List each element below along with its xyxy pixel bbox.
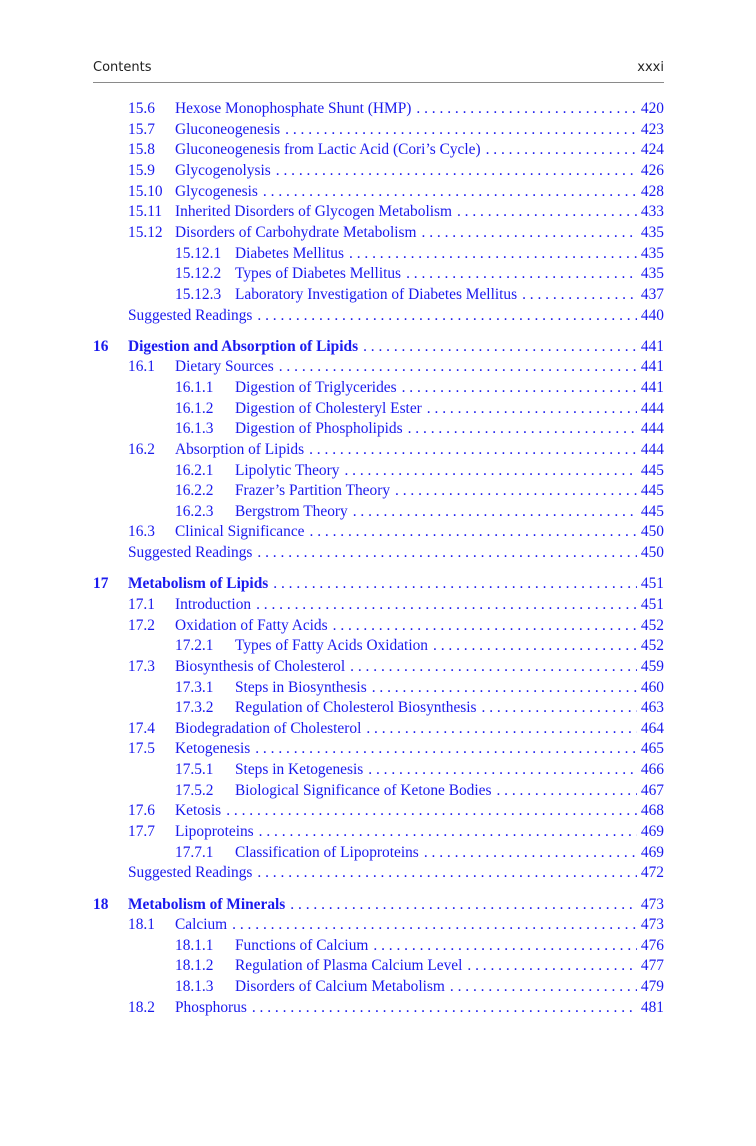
toc-section-entry[interactable]: [128, 916, 664, 936]
toc-entry-title: Diabetes Mellitus: [235, 245, 344, 262]
toc-entry-title: Functions of Calcium: [235, 937, 369, 954]
toc-entry-title: Glycogenolysis: [175, 162, 271, 179]
toc-entry-number: 18.2: [128, 999, 155, 1016]
toc-subsection-entry[interactable]: [175, 379, 664, 399]
toc-entry-number: 16.1: [128, 358, 155, 375]
toc-dot-leader: [263, 183, 637, 201]
toc-entry-page-number: 452: [640, 617, 664, 634]
toc-entry-page-number: 437: [640, 286, 664, 303]
toc-dot-leader: [285, 121, 637, 139]
toc-dot-leader: [368, 761, 637, 779]
toc-entry-page-number: 472: [640, 864, 664, 881]
running-head-section: Contents: [93, 60, 152, 75]
toc-section-entry[interactable]: [128, 544, 664, 564]
toc-dot-leader: [257, 307, 637, 325]
running-head-page-number: xxxi: [637, 60, 664, 75]
toc-chapter-entry[interactable]: [93, 575, 664, 595]
toc-subsection-entry[interactable]: [175, 637, 664, 657]
toc-dot-leader: [422, 224, 637, 242]
toc-section-entry[interactable]: [128, 441, 664, 461]
toc-section-entry[interactable]: [128, 224, 664, 244]
toc-dot-leader: [486, 141, 637, 159]
toc-dot-leader: [373, 937, 637, 955]
toc-subsection-entry[interactable]: [175, 782, 664, 802]
toc-entry-page-number: 468: [640, 802, 664, 819]
toc-entry-number: 17.7.1: [175, 844, 214, 861]
toc-subsection-entry[interactable]: [175, 978, 664, 998]
toc-entry-number: 16.1.2: [175, 400, 214, 417]
toc-dot-leader: [349, 245, 637, 263]
toc-dot-leader: [257, 544, 637, 562]
toc-entry-number: 16.2.2: [175, 482, 214, 499]
toc-section-entry[interactable]: [128, 617, 664, 637]
toc-dot-leader: [309, 441, 637, 459]
toc-entry-title: Steps in Biosynthesis: [235, 679, 367, 696]
toc-entry-page-number: 450: [640, 544, 664, 561]
toc-entry-number: 17.5.2: [175, 782, 214, 799]
toc-entry-page-number: 440: [640, 307, 664, 324]
toc-entry-number: 16.1.3: [175, 420, 214, 437]
toc-entry-page-number: 451: [640, 575, 664, 592]
toc-entry-page-number: 459: [640, 658, 664, 675]
toc-entry-title: Digestion and Absorption of Lipids: [128, 338, 359, 355]
toc-dot-leader: [457, 203, 637, 221]
toc-entry-page-number: 420: [640, 100, 664, 117]
toc-entry-title: Gluconeogenesis from Lactic Acid (Cori’s Cycle): [175, 141, 481, 158]
toc-entry-page-number: 423: [640, 121, 664, 138]
toc-dot-leader: [232, 916, 637, 934]
toc-entry-title: Calcium: [175, 916, 228, 933]
toc-entry-page-number: 467: [640, 782, 664, 799]
toc-entry-page-number: 464: [640, 720, 664, 737]
toc-entry-title: Oxidation of Fatty Acids: [175, 617, 328, 634]
toc-dot-leader: [363, 338, 637, 356]
toc-entry-page-number: 460: [640, 679, 664, 696]
toc-entry-number: 16.1.1: [175, 379, 214, 396]
toc-entry-page-number: 445: [640, 503, 664, 520]
toc-dot-leader: [496, 782, 636, 800]
toc-section-entry[interactable]: [128, 596, 664, 616]
toc-entry-number: 16.2: [128, 441, 155, 458]
toc-subsection-entry[interactable]: [175, 400, 664, 420]
toc-entry-number: 17.1: [128, 596, 155, 613]
toc-section-entry[interactable]: [128, 523, 664, 543]
toc-dot-leader: [433, 637, 637, 655]
toc-subsection-entry[interactable]: [175, 699, 664, 719]
toc-subsection-entry[interactable]: [175, 937, 664, 957]
toc-entry-page-number: 444: [640, 420, 664, 437]
toc-entry-page-number: 428: [640, 183, 664, 200]
toc-section-entry[interactable]: [128, 999, 664, 1019]
toc-entry-number: 18.1.2: [175, 957, 214, 974]
toc-section-entry[interactable]: [128, 141, 664, 161]
toc-entry-number: 15.7: [128, 121, 155, 138]
toc-entry-title: Phosphorus: [175, 999, 247, 1016]
toc-entry-page-number: 473: [640, 896, 664, 913]
toc-entry-title: Laboratory Investigation of Diabetes Mellitus: [235, 286, 518, 303]
toc-entry-title: Ketosis: [175, 802, 222, 819]
toc-section-entry[interactable]: [128, 720, 664, 740]
toc-entry-number: 17.3.1: [175, 679, 214, 696]
toc-entry-number: 15.12.3: [175, 286, 222, 303]
toc-entry-number: 17.3: [128, 658, 155, 675]
toc-entry-page-number: 451: [640, 596, 664, 613]
toc-entry-number: 17.6: [128, 802, 155, 819]
toc-entry-title: Frazer’s Partition Theory: [235, 482, 391, 499]
toc-subsection-entry[interactable]: [175, 503, 664, 523]
toc-dot-leader: [226, 802, 637, 820]
toc-entry-number: 17.2: [128, 617, 155, 634]
toc-dot-leader: [424, 844, 637, 862]
toc-entry-page-number: 441: [640, 338, 664, 355]
toc-entry-number: 15.11: [128, 203, 163, 220]
toc-entry-title: Metabolism of Lipids: [128, 575, 269, 592]
toc-dot-leader: [273, 575, 637, 593]
toc-dot-leader: [290, 896, 637, 914]
toc-dot-leader: [366, 720, 637, 738]
toc-entry-page-number: 469: [640, 823, 664, 840]
toc-section-entry[interactable]: [128, 823, 664, 843]
toc-dot-leader: [372, 679, 637, 697]
toc-entry-number: 15.9: [128, 162, 155, 179]
toc-subsection-entry[interactable]: [175, 679, 664, 699]
toc-entry-page-number: 445: [640, 482, 664, 499]
toc-entry-title: Lipoproteins: [175, 823, 254, 840]
toc-entry-title: Dietary Sources: [175, 358, 274, 375]
toc-entry-title: Ketogenesis: [175, 740, 251, 757]
toc-entry-title: Suggested Readings: [128, 544, 253, 561]
toc-entry-page-number: 433: [640, 203, 664, 220]
toc-entry-title: Suggested Readings: [128, 307, 253, 324]
toc-entry-page-number: 479: [640, 978, 664, 995]
toc-dot-leader: [333, 617, 637, 635]
toc-section-entry[interactable]: [128, 864, 664, 884]
toc-entry-number: 17: [93, 575, 109, 592]
toc-entry-title: Types of Diabetes Mellitus: [235, 265, 402, 282]
toc-entry-title: Disorders of Calcium Metabolism: [235, 978, 445, 995]
toc-subsection-entry[interactable]: [175, 245, 664, 265]
toc-entry-title: Suggested Readings: [128, 864, 253, 881]
toc-entry-number: 16.3: [128, 523, 155, 540]
toc-entry-page-number: 435: [640, 265, 664, 282]
toc-entry-title: Biological Significance of Ketone Bodies: [235, 782, 492, 799]
toc-section-entry[interactable]: [128, 658, 664, 678]
toc-chapter-entry[interactable]: [93, 896, 664, 916]
toc-entry-title: Digestion of Triglycerides: [235, 379, 397, 396]
toc-dot-leader: [482, 699, 637, 717]
toc-dot-leader: [467, 957, 637, 975]
toc-subsection-entry[interactable]: [175, 265, 664, 285]
toc-section-entry[interactable]: [128, 183, 664, 203]
toc-dot-leader: [353, 503, 637, 521]
toc-entry-number: 17.7: [128, 823, 155, 840]
toc-entry-page-number: 452: [640, 637, 664, 654]
toc-entry-page-number: 481: [640, 999, 664, 1016]
toc-dot-leader: [276, 162, 637, 180]
toc-entry-number: 17.5: [128, 740, 155, 757]
toc-entry-title: Classification of Lipoproteins: [235, 844, 419, 861]
toc-entry-title: Metabolism of Minerals: [128, 896, 286, 913]
toc-dot-leader: [427, 400, 637, 418]
toc-entry-page-number: 450: [640, 523, 664, 540]
toc-entry-page-number: 463: [640, 699, 664, 716]
toc-entry-page-number: 445: [640, 462, 664, 479]
toc-dot-leader: [257, 864, 637, 882]
toc-entry-title: Types of Fatty Acids Oxidation: [235, 637, 428, 654]
toc-subsection-entry[interactable]: [175, 482, 664, 502]
toc-subsection-entry[interactable]: [175, 462, 664, 482]
toc-entry-page-number: 466: [640, 761, 664, 778]
toc-entry-title: Biodegradation of Cholesterol: [175, 720, 362, 737]
toc-subsection-entry[interactable]: [175, 957, 664, 977]
toc-entry-page-number: 469: [640, 844, 664, 861]
toc-entry-number: 17.2.1: [175, 637, 214, 654]
toc-entry-number: 15.8: [128, 141, 155, 158]
toc-entry-number: 16.2.3: [175, 503, 214, 520]
toc-dot-leader: [402, 379, 637, 397]
toc-dot-leader: [252, 999, 637, 1017]
toc-entry-title: Clinical Significance: [175, 523, 305, 540]
toc-entry-title: Hexose Monophosphate Shunt (HMP): [175, 100, 412, 117]
toc-dot-leader: [279, 358, 637, 376]
toc-section-entry[interactable]: [128, 121, 664, 141]
toc-entry-number: 15.6: [128, 100, 155, 117]
toc-entry-number: 18.1.1: [175, 937, 214, 954]
toc-entry-number: 18.1: [128, 916, 155, 933]
toc-entry-title: Regulation of Plasma Calcium Level: [235, 957, 463, 974]
toc-entry-title: Glycogenesis: [175, 183, 258, 200]
toc-entry-title: Digestion of Cholesteryl Ester: [235, 400, 422, 417]
toc-entry-number: 17.3.2: [175, 699, 214, 716]
toc-subsection-entry[interactable]: [175, 844, 664, 864]
toc-section-entry[interactable]: [128, 162, 664, 182]
toc-entry-number: 15.10: [128, 183, 163, 200]
toc-entry-title: Introduction: [175, 596, 252, 613]
toc-dot-leader: [450, 978, 637, 996]
toc-dot-leader: [344, 462, 636, 480]
toc-entry-title: Biosynthesis of Cholesterol: [175, 658, 346, 675]
toc-section-entry[interactable]: [128, 358, 664, 378]
toc-section-entry[interactable]: [128, 802, 664, 822]
toc-entry-title: Gluconeogenesis: [175, 121, 281, 138]
toc-entry-number: 17.4: [128, 720, 155, 737]
toc-entry-number: 16.2.1: [175, 462, 214, 479]
toc-entry-number: 15.12.1: [175, 245, 222, 262]
toc-chapter-entry[interactable]: [93, 338, 664, 358]
toc-entry-page-number: 441: [640, 358, 664, 375]
toc-dot-leader: [416, 100, 637, 118]
toc-dot-leader: [310, 523, 637, 541]
toc-entry-number: 16: [93, 338, 109, 355]
toc-subsection-entry[interactable]: [175, 761, 664, 781]
toc-entry-title: Regulation of Cholesterol Biosynthesis: [235, 699, 477, 716]
toc-entry-title: Steps in Ketogenesis: [235, 761, 364, 778]
toc-entry-title: Absorption of Lipids: [175, 441, 305, 458]
toc-entry-page-number: 441: [640, 379, 664, 396]
toc-entry-title: Bergstrom Theory: [235, 503, 348, 520]
toc-entry-page-number: 477: [640, 957, 664, 974]
toc-subsection-entry[interactable]: [175, 286, 664, 306]
toc-entry-title: Lipolytic Theory: [235, 462, 340, 479]
toc-dot-leader: [395, 482, 637, 500]
toc-entry-title: Digestion of Phospholipids: [235, 420, 403, 437]
toc-entry-number: 15.12.2: [175, 265, 222, 282]
toc-dot-leader: [255, 740, 637, 758]
toc-entry-page-number: 435: [640, 245, 664, 262]
toc-section-entry[interactable]: [128, 740, 664, 760]
toc-entry-page-number: 444: [640, 441, 664, 458]
toc-entry-title: Inherited Disorders of Glycogen Metabolism: [175, 203, 452, 220]
toc-section-entry[interactable]: [128, 307, 664, 327]
toc-dot-leader: [259, 823, 637, 841]
toc-dot-leader: [408, 420, 637, 438]
toc-subsection-entry[interactable]: [175, 420, 664, 440]
toc-section-entry[interactable]: [128, 100, 664, 120]
toc-entry-page-number: 476: [640, 937, 664, 954]
toc-entry-number: 18.1.3: [175, 978, 214, 995]
toc-entry-number: 18: [93, 896, 109, 913]
toc-entry-number: 17.5.1: [175, 761, 214, 778]
toc-entry-page-number: 444: [640, 400, 664, 417]
toc-entry-page-number: 435: [640, 224, 664, 241]
toc-dot-leader: [406, 265, 637, 283]
toc-entry-page-number: 424: [640, 141, 664, 158]
toc-entry-title: Disorders of Carbohydrate Metabolism: [175, 224, 417, 241]
toc-entry-page-number: 426: [640, 162, 664, 179]
toc-entry-number: 15.12: [128, 224, 163, 241]
toc-dot-leader: [522, 286, 637, 304]
toc-section-entry[interactable]: [128, 203, 664, 223]
toc-entry-page-number: 473: [640, 916, 664, 933]
toc-dot-leader: [256, 596, 637, 614]
toc-dot-leader: [350, 658, 637, 676]
toc-entry-page-number: 465: [640, 740, 664, 757]
